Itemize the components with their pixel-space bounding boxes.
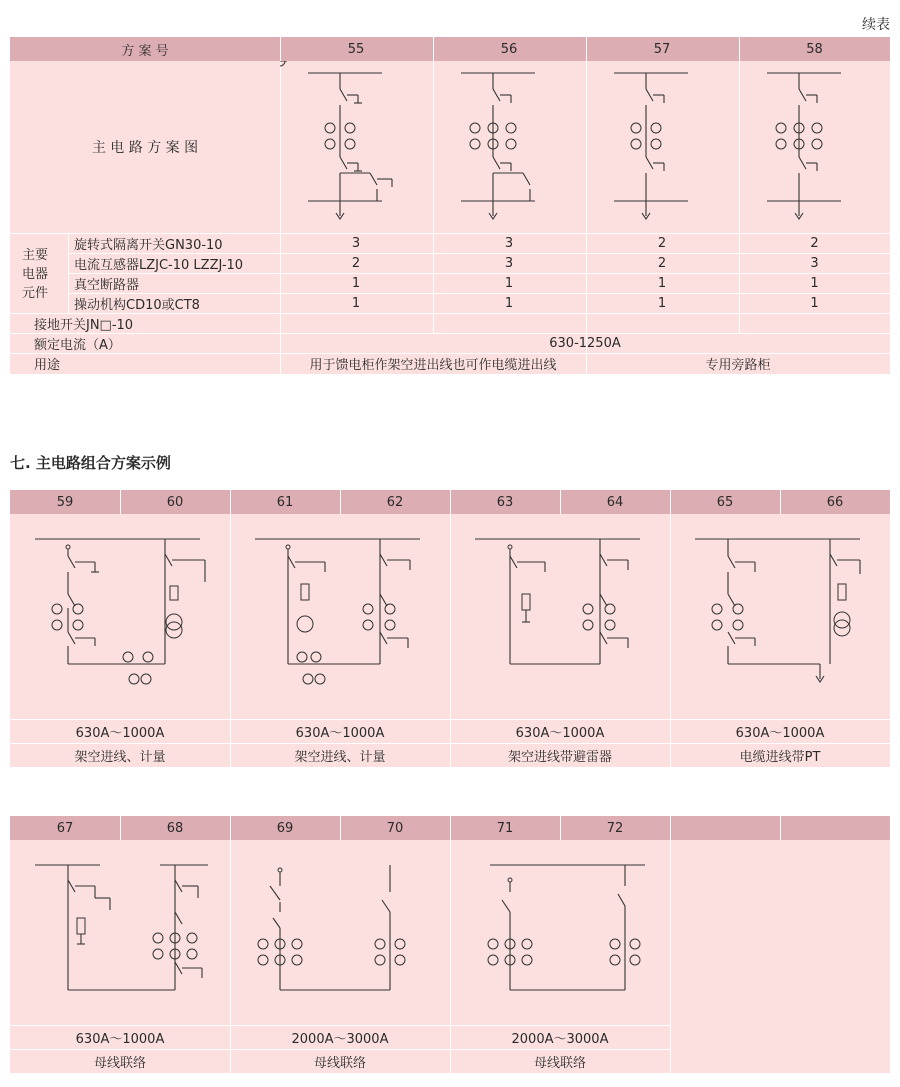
combination-diagrams-67-72 [10,840,670,1025]
circuit-diagram-58 [767,73,841,219]
component-value: 1 [657,275,667,291]
rated-current: 630A～1000A [735,725,825,741]
component-value: 1 [351,275,361,291]
component-name: 电流互感器LZJC-10 LZZJ-10 [74,257,244,273]
scheme-number: 70 [386,820,404,836]
component-value: 1 [351,295,361,311]
usage: 架空进线、计量 [294,749,386,765]
scheme-number: 62 [386,494,404,510]
usage-label: 用途 [34,358,61,373]
component-value: 2 [657,255,667,271]
continued-label: 续表 [862,17,890,33]
circuit-diagram-59-60 [35,539,205,684]
usage: 母线联络 [313,1055,366,1071]
component-value: 3 [810,255,819,271]
component-name: 真空断路器 [74,277,140,293]
scheme-number: 68 [166,820,184,836]
rated-current: 2000A～3000A [511,1031,609,1047]
component-value: 1 [504,295,514,311]
usage-feeder: 用于馈电柜作架空进出线也可作电缆进出线 [309,358,557,373]
rated-current: 630A～1000A [75,725,165,741]
scheme-number: 61 [276,494,294,510]
circuit-diagram-63-64 [475,539,640,664]
scheme-number: 72 [606,820,624,836]
component-value: 3 [504,255,514,271]
component-value: 2 [351,255,361,271]
main-circuit-diagram-label: 主 电 路 方 案 图 [91,140,199,156]
component-value: 3 [351,235,361,251]
scheme-number: 69 [276,820,294,836]
usage: 架空进线、计量 [74,749,166,765]
component-name: 操动机构CD10或CT8 [74,297,200,313]
header-scheme-57: 57 [653,41,671,57]
scheme-number: 60 [166,494,184,510]
component-value: 2 [810,235,819,251]
earthing-switch-label: 接地开关JN□-10 [34,317,134,333]
component-value: 1 [810,295,819,311]
header-scheme-58: 58 [806,41,823,57]
circuit-diagram-56 [461,73,535,219]
scheme-number: 67 [56,820,74,836]
scheme-number: 65 [716,494,734,510]
circuit-diagram-57 [614,73,688,219]
usage: 架空进线带避雷器 [507,749,612,765]
circuit-diagram-65-66 [695,539,860,682]
header-scheme-56: 56 [500,41,518,57]
rated-current: 630A～1000A [295,725,385,741]
scheme-number: 66 [826,494,844,510]
component-value: 1 [504,275,514,291]
rated-current-label: 额定电流（A） [34,337,121,353]
rated-current: 630A～1000A [515,725,605,741]
scheme-number: 59 [56,494,74,510]
main-components-group-label: 主要 电器 元件 [22,248,49,301]
rated-current: 630A～1000A [75,1031,165,1047]
combination-diagrams-59-66 [10,514,890,719]
scheme-number: 63 [496,494,514,510]
circuit-diagram-67-68 [35,865,208,990]
circuit-diagram-69-70 [258,865,405,990]
scheme-number: 71 [496,820,514,836]
component-value: 2 [657,235,667,251]
header-scheme-no: 方 案 号 [121,43,169,59]
component-name: 旋转式隔离开关GN30-10 [74,237,223,253]
usage-bypass: 专用旁路柜 [705,358,771,373]
usage: 母线联络 [93,1055,146,1071]
main-circuit-diagrams [280,61,890,233]
component-value: 1 [810,275,819,291]
usage: 母线联络 [533,1055,586,1071]
component-value: 1 [657,295,667,311]
circuit-diagram-71-72 [488,865,645,990]
header-scheme-55: 55 [347,41,365,57]
scheme-number: 64 [606,494,624,510]
section-title: 七. 主电路组合方案示例 [10,454,171,472]
circuit-diagram-61-62 [255,539,420,684]
rated-current-value: 630-1250A [549,335,621,351]
component-value: 3 [504,235,514,251]
usage: 电缆进线带PT [739,749,821,765]
rated-current: 2000A～3000A [291,1031,389,1047]
circuit-diagram-55 [308,73,392,219]
